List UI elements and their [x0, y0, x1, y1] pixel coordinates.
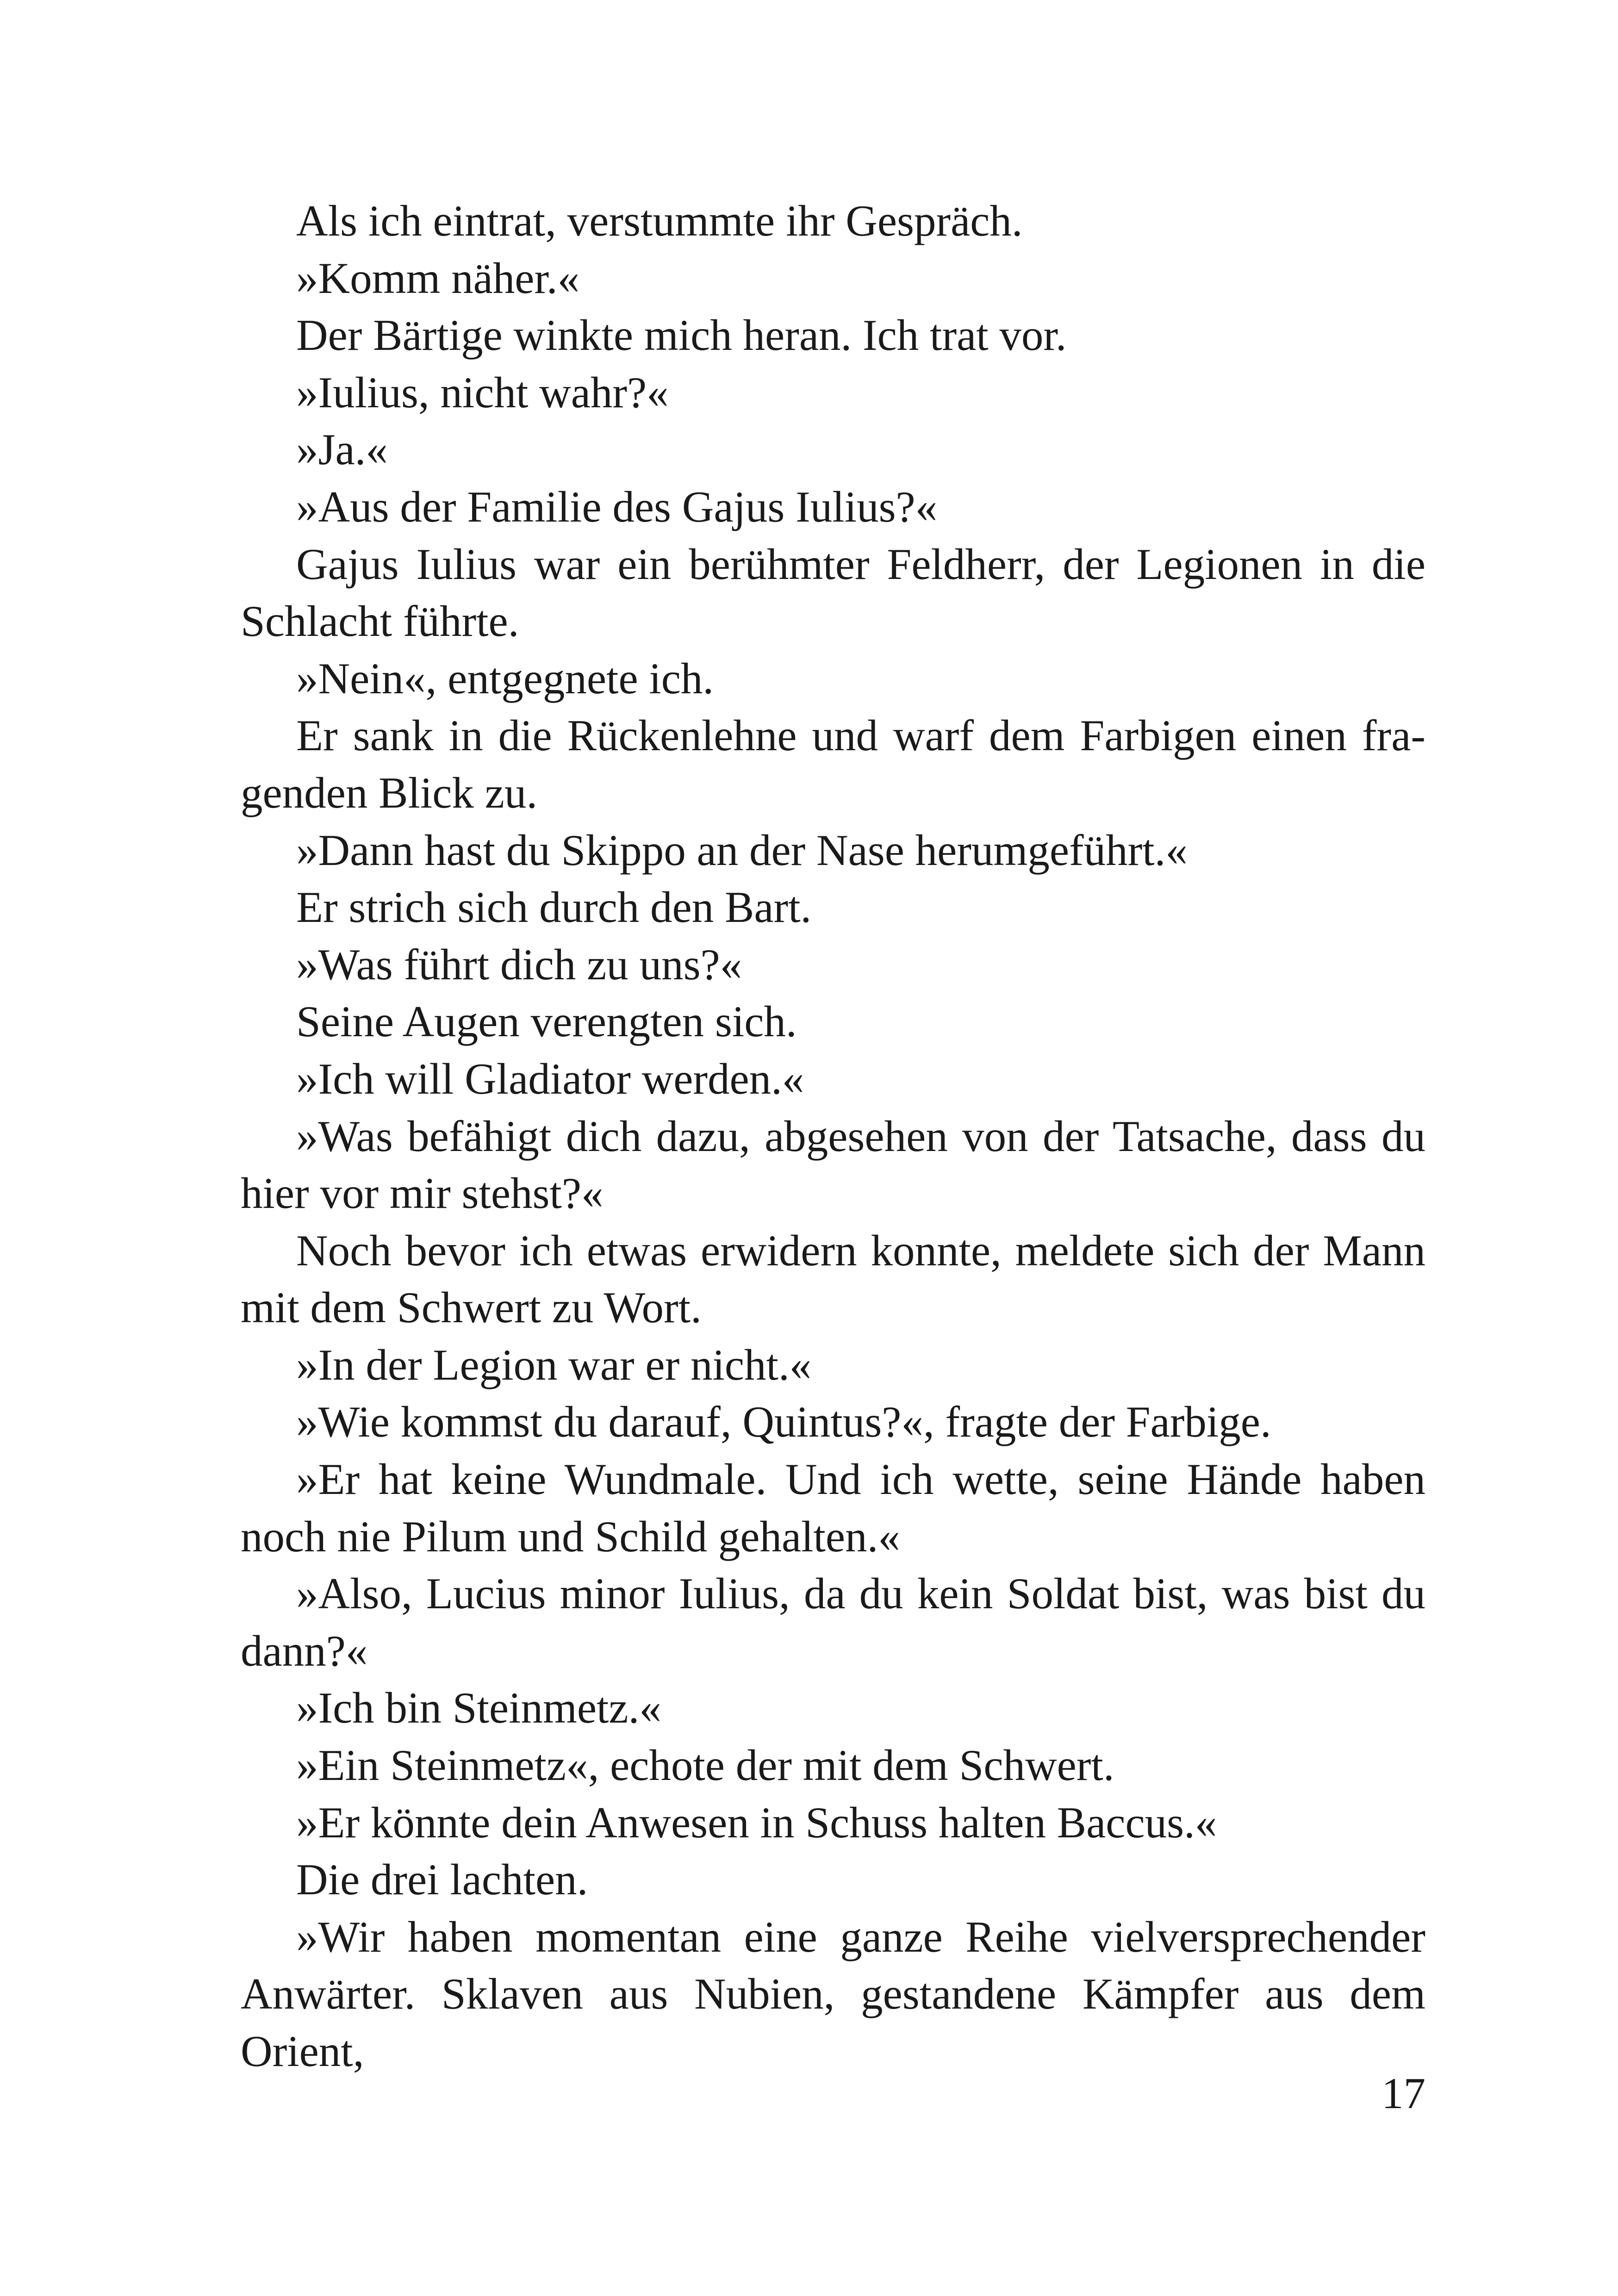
page-number: 17 [1382, 2069, 1425, 2118]
paragraph-22: »Ein Steinmetz«, echote der mit dem Schwert. [296, 1741, 1114, 1790]
paragraph-16: Noch bevor ich etwas erwidern konnte, meldete sich der Mann mit dem Schwert zu Wort. [241, 1226, 1425, 1332]
paragraph-1: Als ich eintrat, verstummte ihr Gespräch. [296, 196, 1023, 245]
paragraph-23: »Er könnte dein Anwesen in Schuss halten Baccus.« [296, 1798, 1217, 1847]
paragraph-10: »Dann hast du Skippo an der Nase herumgeführt.« [296, 825, 1188, 875]
paragraph-13: Seine Augen verengten sich. [296, 997, 797, 1046]
paragraph-4: »Iulius, nicht wahr?« [296, 367, 669, 417]
paragraph-7: Gajus Iulius war ein berühmter Feldherr, der Legionen in die Schlacht führte. [241, 539, 1425, 646]
paragraph-15: »Was befähigt dich dazu, abgesehen von der Tatsache, dass du hier vor mir stehst?« [241, 1111, 1425, 1218]
paragraph-6: »Aus der Familie des Gajus Iulius?« [296, 482, 938, 531]
paragraph-24: Die drei lachten. [296, 1855, 588, 1904]
paragraph-25: »Wir haben momentan eine ganze Reihe vielversprechender Anwärter. Sklaven aus Nubien, gestandene Kämpfer aus dem Orient, [241, 1912, 1425, 2076]
paragraph-5: »Ja.« [296, 425, 388, 474]
paragraph-3: Der Bärtige winkte mich heran. Ich trat vor. [296, 311, 1067, 360]
paragraph-18: »Wie kommst du darauf, Quintus?«, fragte der Farbige. [296, 1397, 1271, 1447]
paragraph-12: »Was führt dich zu uns?« [296, 940, 742, 989]
body-text [241, 193, 1425, 2080]
paragraph-2: »Komm näher.« [296, 253, 580, 303]
paragraph-21: »Ich bin Steinmetz.« [296, 1683, 661, 1733]
paragraph-19: »Er hat keine Wundmale. Und ich wette, seine Hände haben noch nie Pilum und Schild gehalten.« [241, 1455, 1425, 1561]
paragraph-9: Er sank in die Rückenlehne und warf dem Farbigen einen fragenden Blick zu. [241, 711, 1425, 817]
paragraph-20: »Also, Lucius minor Iulius, da du kein Soldat bist, was bist du dann?« [241, 1569, 1425, 1675]
paragraph-11: Er strich sich durch den Bart. [296, 883, 812, 932]
paragraph-14: »Ich will Gladiator werden.« [296, 1054, 804, 1103]
paragraph-17: »In der Legion war er nicht.« [296, 1340, 812, 1389]
paragraph-8: »Nein«, entgegnete ich. [296, 653, 714, 703]
